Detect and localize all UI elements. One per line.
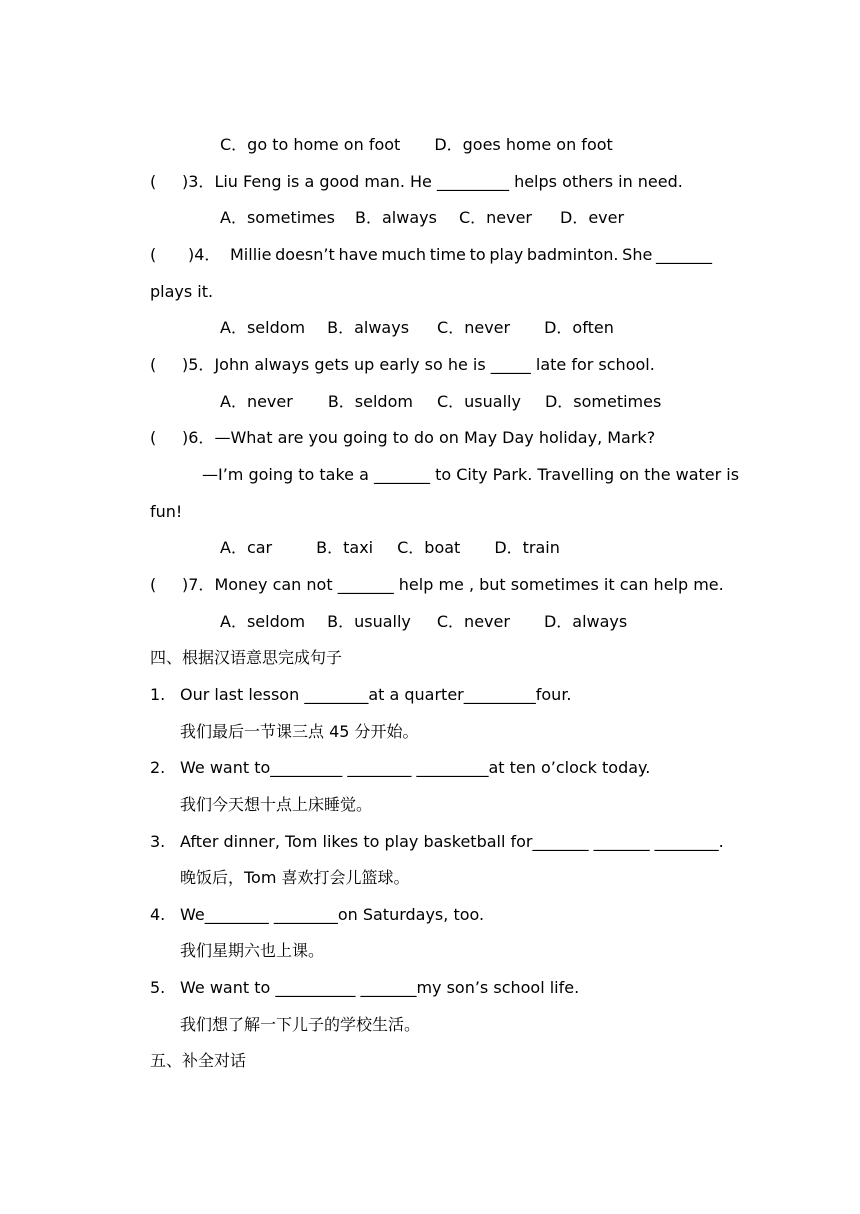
question-6-answer-line: —I’m going to take a _______ to City Park. Travelling on the water is — [202, 465, 740, 484]
option-d: D．train — [494, 538, 560, 557]
question-7-options — [220, 610, 712, 634]
translation-item-2 — [150, 756, 712, 780]
word: much — [381, 245, 427, 264]
option-d: D．goes home on foot — [434, 135, 613, 154]
question-5 — [150, 353, 712, 377]
question-4-continued: plays it. — [150, 282, 214, 301]
answer-paren[interactable]: ( — [150, 575, 157, 594]
answer-paren[interactable]: ( — [150, 428, 157, 447]
question-5-options — [220, 390, 712, 414]
question-4-options — [220, 316, 712, 340]
english-sentence[interactable]: After dinner, Tom likes to play basketball for_______ _______ ________. — [180, 832, 724, 851]
option-a: A．never — [220, 392, 293, 411]
word: She — [622, 245, 653, 264]
option-b: B．always — [327, 318, 410, 337]
word: _______ — [656, 245, 712, 264]
question-text: John always gets up early so he is _____ late for school. — [214, 355, 655, 374]
translation-item-5 — [150, 976, 712, 1000]
question-3-options — [220, 206, 712, 230]
q2-options — [220, 133, 712, 157]
option-b: B．seldom — [327, 392, 413, 411]
translation-item-3 — [150, 830, 724, 854]
question-number: )7． — [182, 575, 215, 594]
question-text: Liu Feng is a good man. He _________ helps others in need. — [214, 172, 683, 191]
english-sentence[interactable]: We want to_________ ________ _________at ten o’clock today. — [180, 758, 651, 777]
english-sentence[interactable]: We________ ________on Saturdays, too. — [180, 905, 485, 924]
word: to — [469, 245, 486, 264]
option-a: A．seldom — [220, 612, 306, 631]
translation-item-1 — [150, 683, 712, 707]
chinese-sentence: 我们想了解一下儿子的学校生活。 — [180, 1015, 421, 1034]
item-number: 1. — [150, 685, 166, 704]
option-c: C．go to home on foot — [220, 135, 401, 154]
item-number: 5. — [150, 978, 166, 997]
item-number: 2. — [150, 758, 166, 777]
option-c: C．never — [458, 208, 532, 227]
word: have — [338, 245, 378, 264]
question-number: )6． — [182, 428, 215, 447]
option-d: D．ever — [560, 208, 625, 227]
question-4 — [150, 243, 712, 267]
chinese-sentence: 晚饭后，Tom 喜欢打会儿篮球。 — [180, 868, 410, 887]
question-text — [230, 243, 712, 267]
option-c: C．never — [436, 612, 510, 631]
option-d: D．often — [544, 318, 614, 337]
word: badminton. — [526, 245, 619, 264]
answer-paren[interactable]: ( — [150, 172, 157, 191]
word: time — [429, 245, 466, 264]
question-6 — [150, 426, 712, 450]
english-sentence[interactable]: We want to __________ _______my son’s school life. — [180, 978, 580, 997]
section-5-heading: 五、补全对话 — [150, 1051, 247, 1070]
question-6-options — [220, 536, 712, 560]
question-number: )3． — [182, 172, 215, 191]
option-b: B．always — [355, 208, 437, 227]
option-c: C．boat — [397, 538, 461, 557]
word: play — [489, 245, 524, 264]
option-d: D．sometimes — [544, 392, 662, 411]
question-text: —What are you going to do on May Day holiday, Mark? — [214, 428, 656, 447]
english-sentence[interactable]: Our last lesson ________at a quarter_________four. — [180, 685, 572, 704]
section-4-heading: 四、根据汉语意思完成句子 — [150, 648, 343, 667]
option-c: C．usually — [436, 392, 521, 411]
option-a: A．seldom — [220, 318, 306, 337]
question-number: )5． — [182, 355, 215, 374]
chinese-sentence: 我们最后一节课三点 45 分开始。 — [180, 722, 419, 741]
option-d: D．always — [543, 612, 628, 631]
translation-item-4 — [150, 903, 712, 927]
item-number: 4. — [150, 905, 166, 924]
item-number: 3. — [150, 832, 166, 851]
chinese-sentence: 我们今天想十点上床睡觉。 — [180, 795, 373, 814]
answer-paren[interactable]: ( — [150, 245, 157, 264]
answer-paren[interactable]: ( — [150, 355, 157, 374]
option-b: B．taxi — [316, 538, 374, 557]
option-a: A．car — [220, 538, 273, 557]
option-b: B．usually — [327, 612, 411, 631]
question-number: )4． — [188, 245, 221, 264]
option-c: C．never — [437, 318, 511, 337]
option-a: A．sometimes — [220, 208, 335, 227]
chinese-sentence: 我们星期六也上课。 — [180, 941, 325, 960]
question-3 — [150, 170, 712, 194]
word: doesn’t — [275, 245, 335, 264]
question-7 — [150, 573, 724, 597]
word: Millie — [230, 245, 272, 264]
question-text: Money can not _______ help me , but sometimes it can help me. — [214, 575, 724, 594]
question-6-continued: fun! — [150, 502, 183, 521]
